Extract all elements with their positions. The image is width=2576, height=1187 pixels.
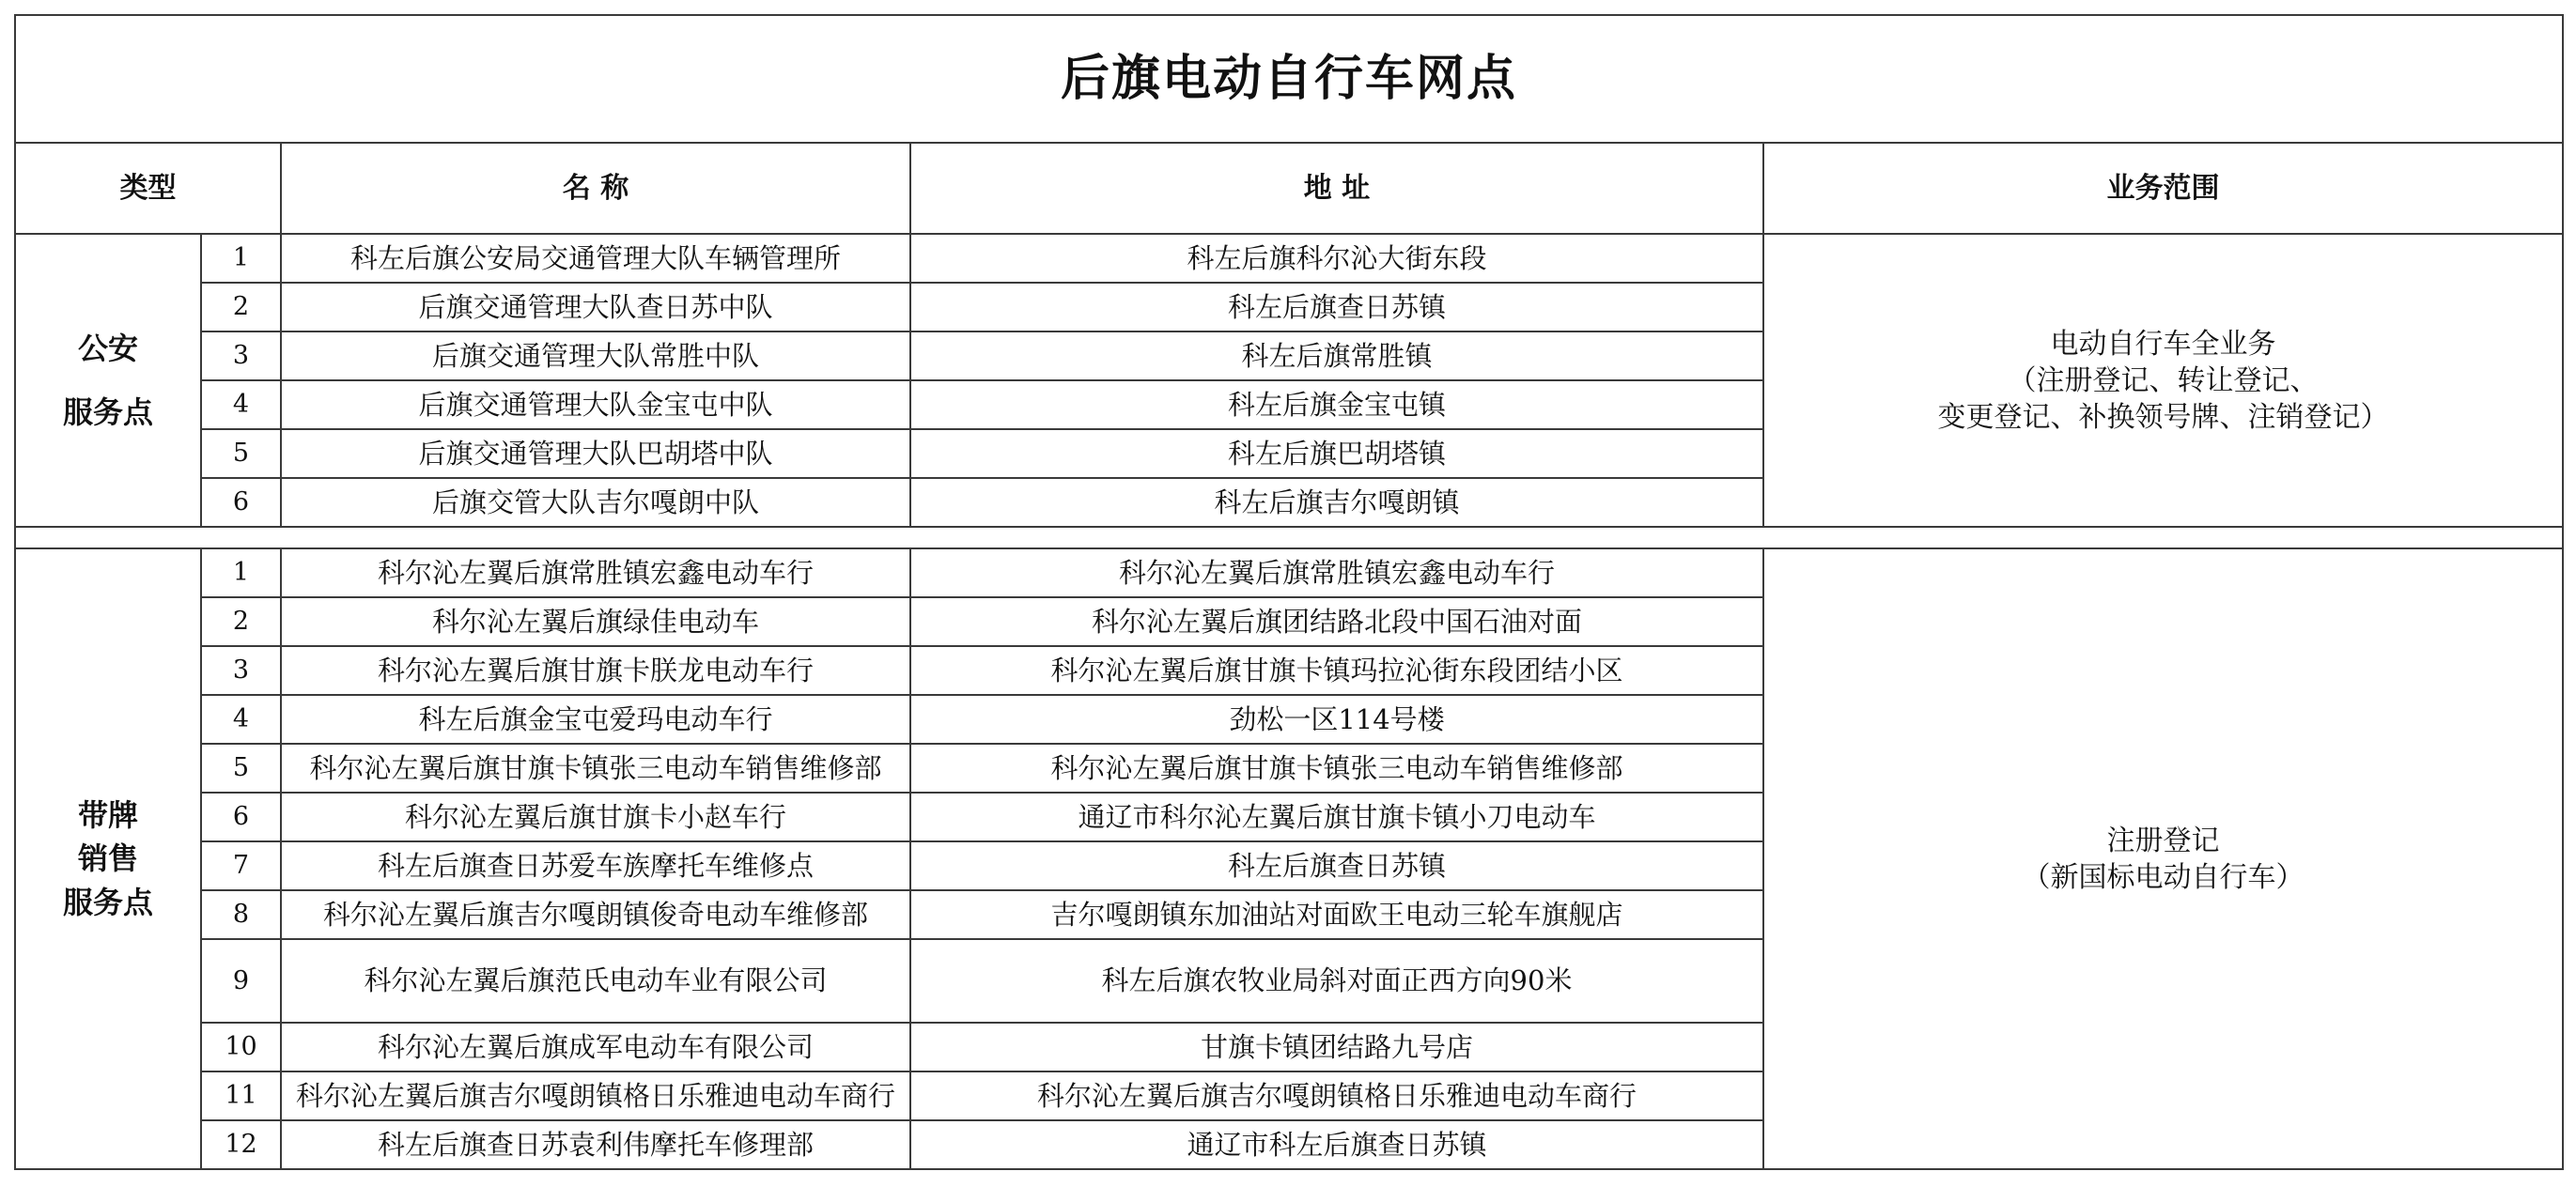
outlet-address-cell[interactable]: 科左后旗科尔沁大街东段 <box>910 234 1763 283</box>
outlet-name-cell[interactable]: 科左后旗公安局交通管理大队车辆管理所 <box>281 234 910 283</box>
scope-line: 变更登记、补换领号牌、注销登记） <box>1937 400 2389 434</box>
outlet-name-cell[interactable]: 后旗交通管理大队常胜中队 <box>281 331 910 380</box>
row-number-cell[interactable]: 1 <box>201 234 281 283</box>
category-spacer <box>16 370 200 391</box>
table-row <box>15 548 2563 597</box>
outlet-address-cell[interactable]: 科尔沁左翼后旗甘旗卡镇玛拉沁街东段团结小区 <box>910 646 1763 695</box>
outlet-address-cell[interactable]: 科尔沁左翼后旗吉尔嘎朗镇格日乐雅迪电动车商行 <box>910 1071 1763 1120</box>
outlet-name-cell[interactable]: 后旗交通管理大队查日苏中队 <box>281 283 910 331</box>
row-number-cell[interactable]: 5 <box>201 429 281 478</box>
row-number-cell[interactable]: 8 <box>201 890 281 939</box>
scope-line: 注册登记 <box>2106 824 2220 857</box>
police-category-cell[interactable] <box>15 234 201 527</box>
separator-row <box>15 527 2563 548</box>
dealers-scope-cell[interactable] <box>1763 548 2563 1169</box>
header-address[interactable]: 地 址 <box>910 143 1763 234</box>
page-title[interactable]: 后旗电动自行车网点 <box>15 15 2563 143</box>
outlet-name-cell[interactable]: 科左后旗金宝屯爱玛电动车行 <box>281 695 910 744</box>
table-row <box>15 234 2563 283</box>
header-name[interactable]: 名 称 <box>281 143 910 234</box>
outlet-name-cell[interactable]: 科尔沁左翼后旗甘旗卡镇张三电动车销售维修部 <box>281 744 910 793</box>
row-number-cell[interactable]: 10 <box>201 1023 281 1071</box>
category-line: 服务点 <box>62 884 153 920</box>
outlet-address-cell[interactable]: 科左后旗农牧业局斜对面正西方向90米 <box>910 939 1763 1023</box>
police-scope-cell[interactable] <box>1763 234 2563 527</box>
outlet-name-cell[interactable]: 后旗交通管理大队巴胡塔中队 <box>281 429 910 478</box>
outlet-name-cell[interactable]: 科尔沁左翼后旗吉尔嘎朗镇俊奇电动车维修部 <box>281 890 910 939</box>
outlet-address-cell[interactable]: 科尔沁左翼后旗团结路北段中国石油对面 <box>910 597 1763 646</box>
category-line: 带牌 <box>77 796 138 833</box>
row-number-cell[interactable]: 2 <box>201 283 281 331</box>
header-type[interactable]: 类型 <box>15 143 281 234</box>
outlet-name-cell[interactable]: 科左后旗查日苏袁利伟摩托车修理部 <box>281 1120 910 1169</box>
scope-line: 电动自行车全业务 <box>2050 327 2276 361</box>
outlet-address-cell[interactable]: 吉尔嘎朗镇东加油站对面欧王电动三轮车旗舰店 <box>910 890 1763 939</box>
outlet-address-cell[interactable]: 科左后旗巴胡塔镇 <box>910 429 1763 478</box>
outlet-address-cell[interactable]: 甘旗卡镇团结路九号店 <box>910 1023 1763 1071</box>
row-number-cell[interactable]: 4 <box>201 380 281 429</box>
scope-line: （新国标电动自行车） <box>2022 860 2304 894</box>
outlet-address-cell[interactable]: 科左后旗查日苏镇 <box>910 283 1763 331</box>
outlet-name-cell[interactable]: 后旗交管大队吉尔嘎朗中队 <box>281 478 910 527</box>
row-number-cell[interactable]: 2 <box>201 597 281 646</box>
outlet-name-cell[interactable]: 科尔沁左翼后旗甘旗卡朕龙电动车行 <box>281 646 910 695</box>
outlet-address-cell[interactable]: 科左后旗金宝屯镇 <box>910 380 1763 429</box>
outlet-name-cell[interactable]: 科尔沁左翼后旗范氏电动车业有限公司 <box>281 939 910 1023</box>
row-number-cell[interactable]: 12 <box>201 1120 281 1169</box>
outlet-name-cell[interactable]: 科尔沁左翼后旗绿佳电动车 <box>281 597 910 646</box>
row-number-cell[interactable]: 3 <box>201 331 281 380</box>
separator-cell[interactable] <box>15 527 2563 548</box>
outlet-name-cell[interactable]: 科尔沁左翼后旗成军电动车有限公司 <box>281 1023 910 1071</box>
row-number-cell[interactable]: 4 <box>201 695 281 744</box>
outlet-table <box>14 14 2564 1170</box>
outlet-address-cell[interactable]: 科尔沁左翼后旗常胜镇宏鑫电动车行 <box>910 548 1763 597</box>
category-line: 公安 <box>77 330 138 366</box>
outlet-address-cell[interactable]: 科左后旗吉尔嘎朗镇 <box>910 478 1763 527</box>
outlet-address-cell[interactable]: 劲松一区114号楼 <box>910 695 1763 744</box>
category-line: 销售 <box>77 840 138 877</box>
row-number-cell[interactable]: 3 <box>201 646 281 695</box>
row-number-cell[interactable]: 11 <box>201 1071 281 1120</box>
header-scope[interactable]: 业务范围 <box>1763 143 2563 234</box>
row-number-cell[interactable]: 6 <box>201 793 281 841</box>
outlet-name-cell[interactable]: 科尔沁左翼后旗常胜镇宏鑫电动车行 <box>281 548 910 597</box>
scope-line: （注册登记、转让登记、 <box>2008 363 2319 397</box>
row-number-cell[interactable]: 7 <box>201 841 281 890</box>
row-number-cell[interactable]: 1 <box>201 548 281 597</box>
dealers-category-cell[interactable] <box>15 548 201 1169</box>
outlet-address-cell[interactable]: 通辽市科尔沁左翼后旗甘旗卡镇小刀电动车 <box>910 793 1763 841</box>
outlet-address-cell[interactable]: 科尔沁左翼后旗甘旗卡镇张三电动车销售维修部 <box>910 744 1763 793</box>
outlet-name-cell[interactable]: 科尔沁左翼后旗甘旗卡小赵车行 <box>281 793 910 841</box>
row-number-cell[interactable]: 5 <box>201 744 281 793</box>
outlet-address-cell[interactable]: 通辽市科左后旗查日苏镇 <box>910 1120 1763 1169</box>
outlet-name-cell[interactable]: 科左后旗查日苏爱车族摩托车维修点 <box>281 841 910 890</box>
category-line: 服务点 <box>62 394 153 430</box>
outlet-name-cell[interactable]: 后旗交通管理大队金宝屯中队 <box>281 380 910 429</box>
outlet-address-cell[interactable]: 科左后旗查日苏镇 <box>910 841 1763 890</box>
outlet-name-cell[interactable]: 科尔沁左翼后旗吉尔嘎朗镇格日乐雅迪电动车商行 <box>281 1071 910 1120</box>
spreadsheet <box>14 14 2562 1170</box>
row-number-cell[interactable]: 9 <box>201 939 281 1023</box>
row-number-cell[interactable]: 6 <box>201 478 281 527</box>
outlet-address-cell[interactable]: 科左后旗常胜镇 <box>910 331 1763 380</box>
